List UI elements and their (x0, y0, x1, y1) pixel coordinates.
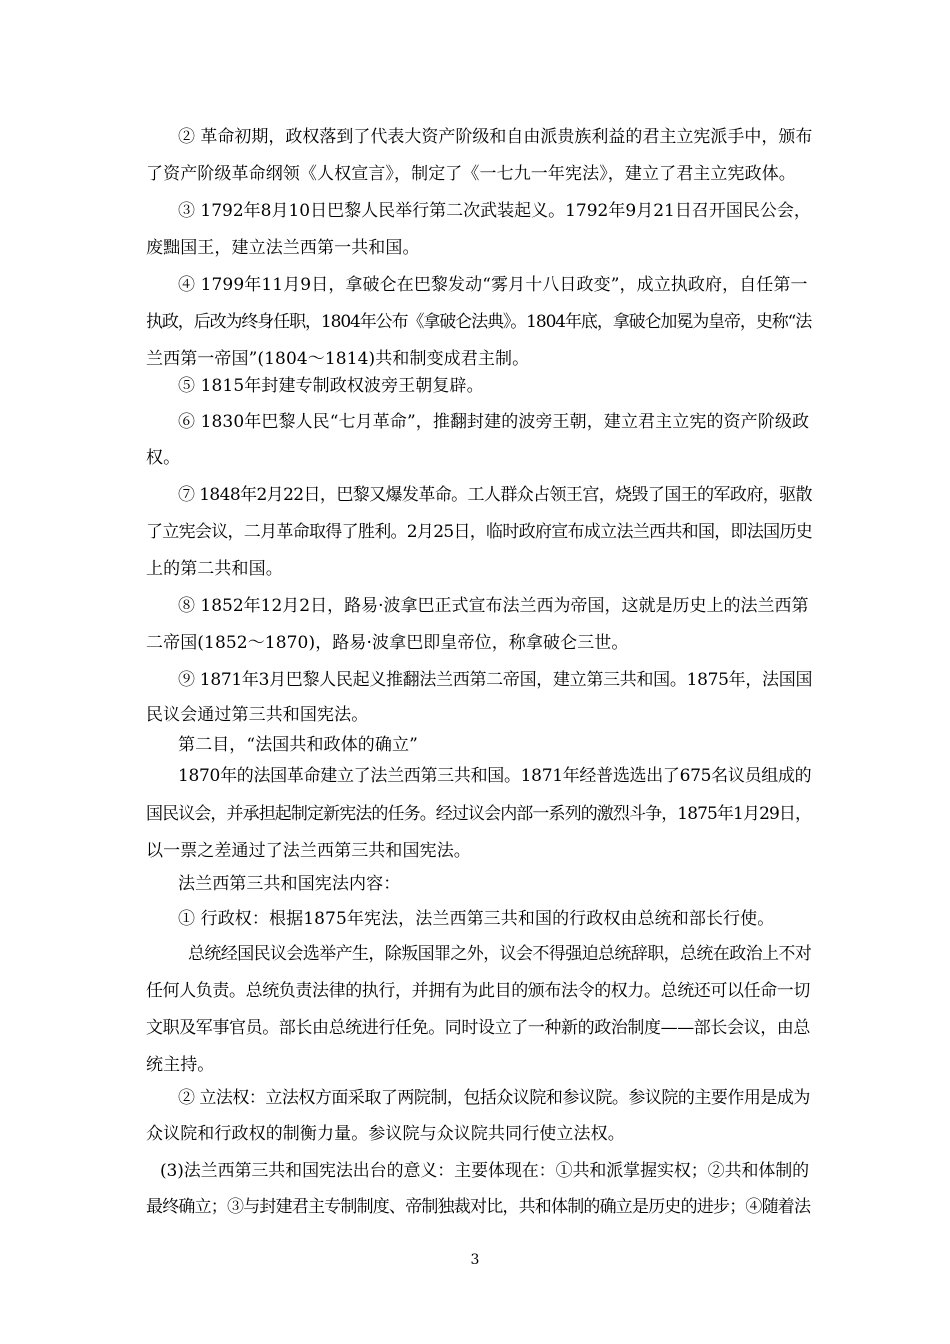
text-line: 以一票之差通过了法兰西第三共和国宪法。 (146, 841, 471, 861)
text-line: 1870年的法国革命建立了法兰西第三共和国。1871年经普选选出了675名议员组成的 (178, 766, 812, 786)
text-line: (3)法兰西第三共和国宪法出台的意义：主要体现在：①共和派掌握实权；②共和体制的 (160, 1161, 810, 1181)
text-line: ⑨ 1871年3月巴黎人民起义推翻法兰西第二帝国，建立第三共和国。1875年，法国国 (178, 670, 813, 690)
text-line: ⑤ 1815年封建专制政权波旁王朝复辟。 (178, 376, 484, 396)
text-line: ④ 1799年11月9日，拿破仑在巴黎发动“雾月十八日政变”，成立执政府，自任第一 (178, 275, 808, 295)
text-line: ⑧ 1852年12月2日，路易·波拿巴正式宣布法兰西为帝国，这就是历史上的法兰西第 (178, 596, 809, 616)
text-line: 民议会通过第三共和国宪法。 (146, 705, 369, 725)
section-heading: 第二目，“法国共和政体的确立” (178, 735, 418, 755)
text-line: ① 行政权：根据1875年宪法，法兰西第三共和国的行政权由总统和部长行使。 (178, 909, 775, 929)
text-line: ⑥ 1830年巴黎人民“七月革命”，推翻封建的波旁王朝，建立君主立宪的资产阶级政 (178, 412, 810, 432)
text-line: 统主持。 (146, 1055, 215, 1075)
text-line: 最终确立；③与封建君主专制制度、帝制独裁对比，共和体制的确立是历史的进步；④随着法 (146, 1197, 811, 1217)
text-line: ② 革命初期，政权落到了代表大资产阶级和自由派贵族利益的君主立宪派手中，颁布 (178, 127, 813, 147)
text-line: 文职及军事官员。部长由总统进行任免。同时设立了一种新的政治制度——部长会议，由总 (146, 1018, 810, 1038)
text-line: 了资产阶级革命纲领《人权宣言》，制定了《一七九一年宪法》，建立了君主立宪政体。 (146, 164, 796, 184)
text-line: 众议院和行政权的制衡力量。参议院与众议院共同行使立法权。 (146, 1124, 625, 1144)
text-line: 上的第二共和国。 (146, 559, 283, 579)
text-line: 兰西第一帝国”(1804～1814)共和制变成君主制。 (146, 349, 530, 369)
page-number: 3 (470, 1252, 480, 1268)
text-line: 了立宪会议，二月革命取得了胜利。2月25日，临时政府宣布成立法兰西共和国，即法国历史 (146, 522, 813, 542)
text-line: 权。 (146, 448, 181, 468)
text-line: 废黜国王，建立法兰西第一共和国。 (146, 238, 420, 258)
text-line: 执政，后改为终身任职，1804年公布《拿破仑法典》。1804年底，拿破仑加冕为皇帝，史称“法 (146, 312, 812, 332)
text-line: ② 立法权：立法权方面采取了两院制，包括众议院和参议院。参议院的主要作用是成为 (178, 1088, 810, 1108)
text-line: 国民议会，并承担起制定新宪法的任务。经过议会内部一系列的激烈斗争，1875年1月29日， (146, 804, 812, 824)
text-line: 任何人负责。总统负责法律的执行，并拥有为此目的颁布法令的权力。总统还可以任命一切 (146, 981, 810, 1001)
text-line: ③ 1792年8月10日巴黎人民举行第二次武装起义。1792年9月21日召开国民公会， (178, 201, 811, 221)
text-line: 总统经国民议会选举产生，除叛国罪之外，议会不得强迫总统辞职，总统在政治上不对 (188, 944, 812, 964)
text-line: 法兰西第三共和国宪法内容： (178, 874, 401, 894)
text-line: ⑦ 1848年2月22日，巴黎又爆发革命。工人群众占领王宫，烧毁了国王的军政府，驱散 (178, 485, 812, 505)
text-line: 二帝国(1852～1870)，路易·波拿巴即皇帝位，称拿破仑三世。 (146, 633, 629, 653)
